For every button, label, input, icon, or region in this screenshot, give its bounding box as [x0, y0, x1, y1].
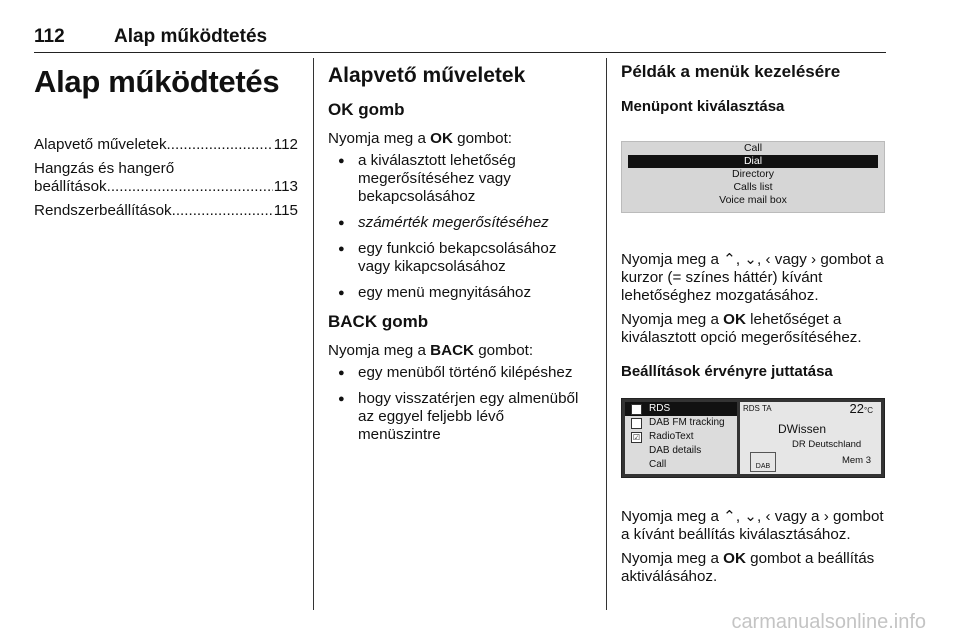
checkbox-icon — [631, 418, 642, 429]
section-title: Példák a menük kezelésére — [621, 62, 841, 81]
column-divider — [313, 58, 314, 610]
menu-item: Calls list — [733, 181, 773, 193]
menu-item-selected: Dial — [628, 155, 878, 168]
watermark: carmanualsonline.info — [731, 611, 926, 633]
toc-entry-page: 115 — [273, 202, 298, 219]
dab-icon: DAB — [750, 452, 776, 472]
toc-entry-label: beállítások — [34, 178, 107, 195]
chapter-title: Alap működtetés — [34, 64, 280, 99]
settings-item: ☑ RadioText — [632, 431, 694, 442]
temperature: 22°C — [849, 401, 873, 416]
basic-operations-column — [328, 62, 590, 454]
menu-item: Directory — [731, 168, 774, 180]
status-bar: RDS TA 22°C — [743, 401, 873, 416]
list-item: ● egy menü megnyitásához — [328, 284, 590, 302]
menu-examples-column — [621, 62, 891, 592]
memory-slot: Mem 3 — [841, 455, 871, 466]
section-title: Alapvető műveletek — [328, 64, 526, 87]
menu-select-para: Nyomja meg a ⌃, ⌄, ‹ vagy › gombot a kurzor (= színes háttér) kívánt lehetőséghez mozgatásához. — [621, 251, 884, 304]
settings-list — [625, 402, 737, 474]
page-header — [34, 26, 886, 53]
toc-entry-label: Rendszerbeállítások — [34, 202, 172, 219]
list-item: ● hogy visszatérjen egy almenüből az eggyel feljebb lévő menüszintre — [328, 390, 590, 444]
list-item: ● egy funkció bekapcsolásához vagy kikapcsolásához — [328, 240, 590, 276]
column-divider — [606, 58, 607, 610]
menu-select-confirm-para: Nyomja meg a OK lehetőséget a kiválasztott opció megerősítéséhez. — [621, 311, 862, 346]
radio-info-panel — [740, 402, 881, 474]
toc-entry-page: 113 — [273, 178, 298, 195]
settings-apply-heading: Beállítások érvényre juttatása — [621, 363, 833, 380]
settings-apply-confirm-para: Nyomja meg a OK gombot a beállítás aktiválásához. — [621, 550, 875, 585]
settings-apply-para: Nyomja meg a ⌃, ⌄, ‹ vagy a › gombot a kívánt beállítás kiválasztásához. — [621, 508, 884, 543]
toc-entry[interactable] — [34, 160, 298, 196]
back-button-heading: BACK gomb — [328, 312, 429, 331]
list-item: ● egy menüből történő kilépéshez — [328, 364, 590, 382]
toc-entry[interactable] — [34, 136, 298, 154]
checkbox-icon: ☑ — [632, 405, 641, 414]
toc-entry[interactable] — [34, 202, 298, 220]
menu-display-figure — [621, 141, 885, 213]
settings-item-selected: ☑ RDS — [625, 402, 737, 416]
menu-item: Voice mail box — [719, 194, 787, 206]
ok-button-heading: OK gomb — [328, 100, 405, 119]
settings-item: DAB details — [649, 445, 702, 456]
toc-entry-page: 112 — [273, 136, 298, 153]
toc-column — [34, 62, 298, 226]
toc-entry-label: Hangzás és hangerő — [34, 160, 175, 177]
settings-item: DAB FM tracking — [625, 416, 737, 430]
station-name: DWissen — [778, 422, 827, 436]
rds-display-figure — [621, 398, 885, 478]
settings-item: Call — [649, 459, 667, 470]
page-number: 112 — [34, 26, 65, 47]
running-title: Alap működtetés — [114, 26, 268, 47]
list-item: ● a kiválasztott lehetőség megerősítéséhez vagy bekapcsolásához — [328, 152, 590, 206]
back-bullet-list — [328, 364, 590, 444]
ok-bullet-list — [328, 152, 590, 302]
menu-item: Call — [743, 142, 763, 154]
toc-entry-label: Alapvető műveletek — [34, 136, 167, 153]
back-intro: Nyomja meg a BACK gombot: — [328, 342, 534, 359]
list-item: ● számérték megerősítéséhez — [328, 214, 590, 232]
checkbox-icon: ☑ — [632, 433, 641, 442]
menu-select-heading: Menüpont kiválasztása — [621, 98, 785, 115]
ensemble-name: DR Deutschland — [792, 439, 862, 450]
ok-intro: Nyomja meg a OK gombot: — [328, 130, 513, 147]
